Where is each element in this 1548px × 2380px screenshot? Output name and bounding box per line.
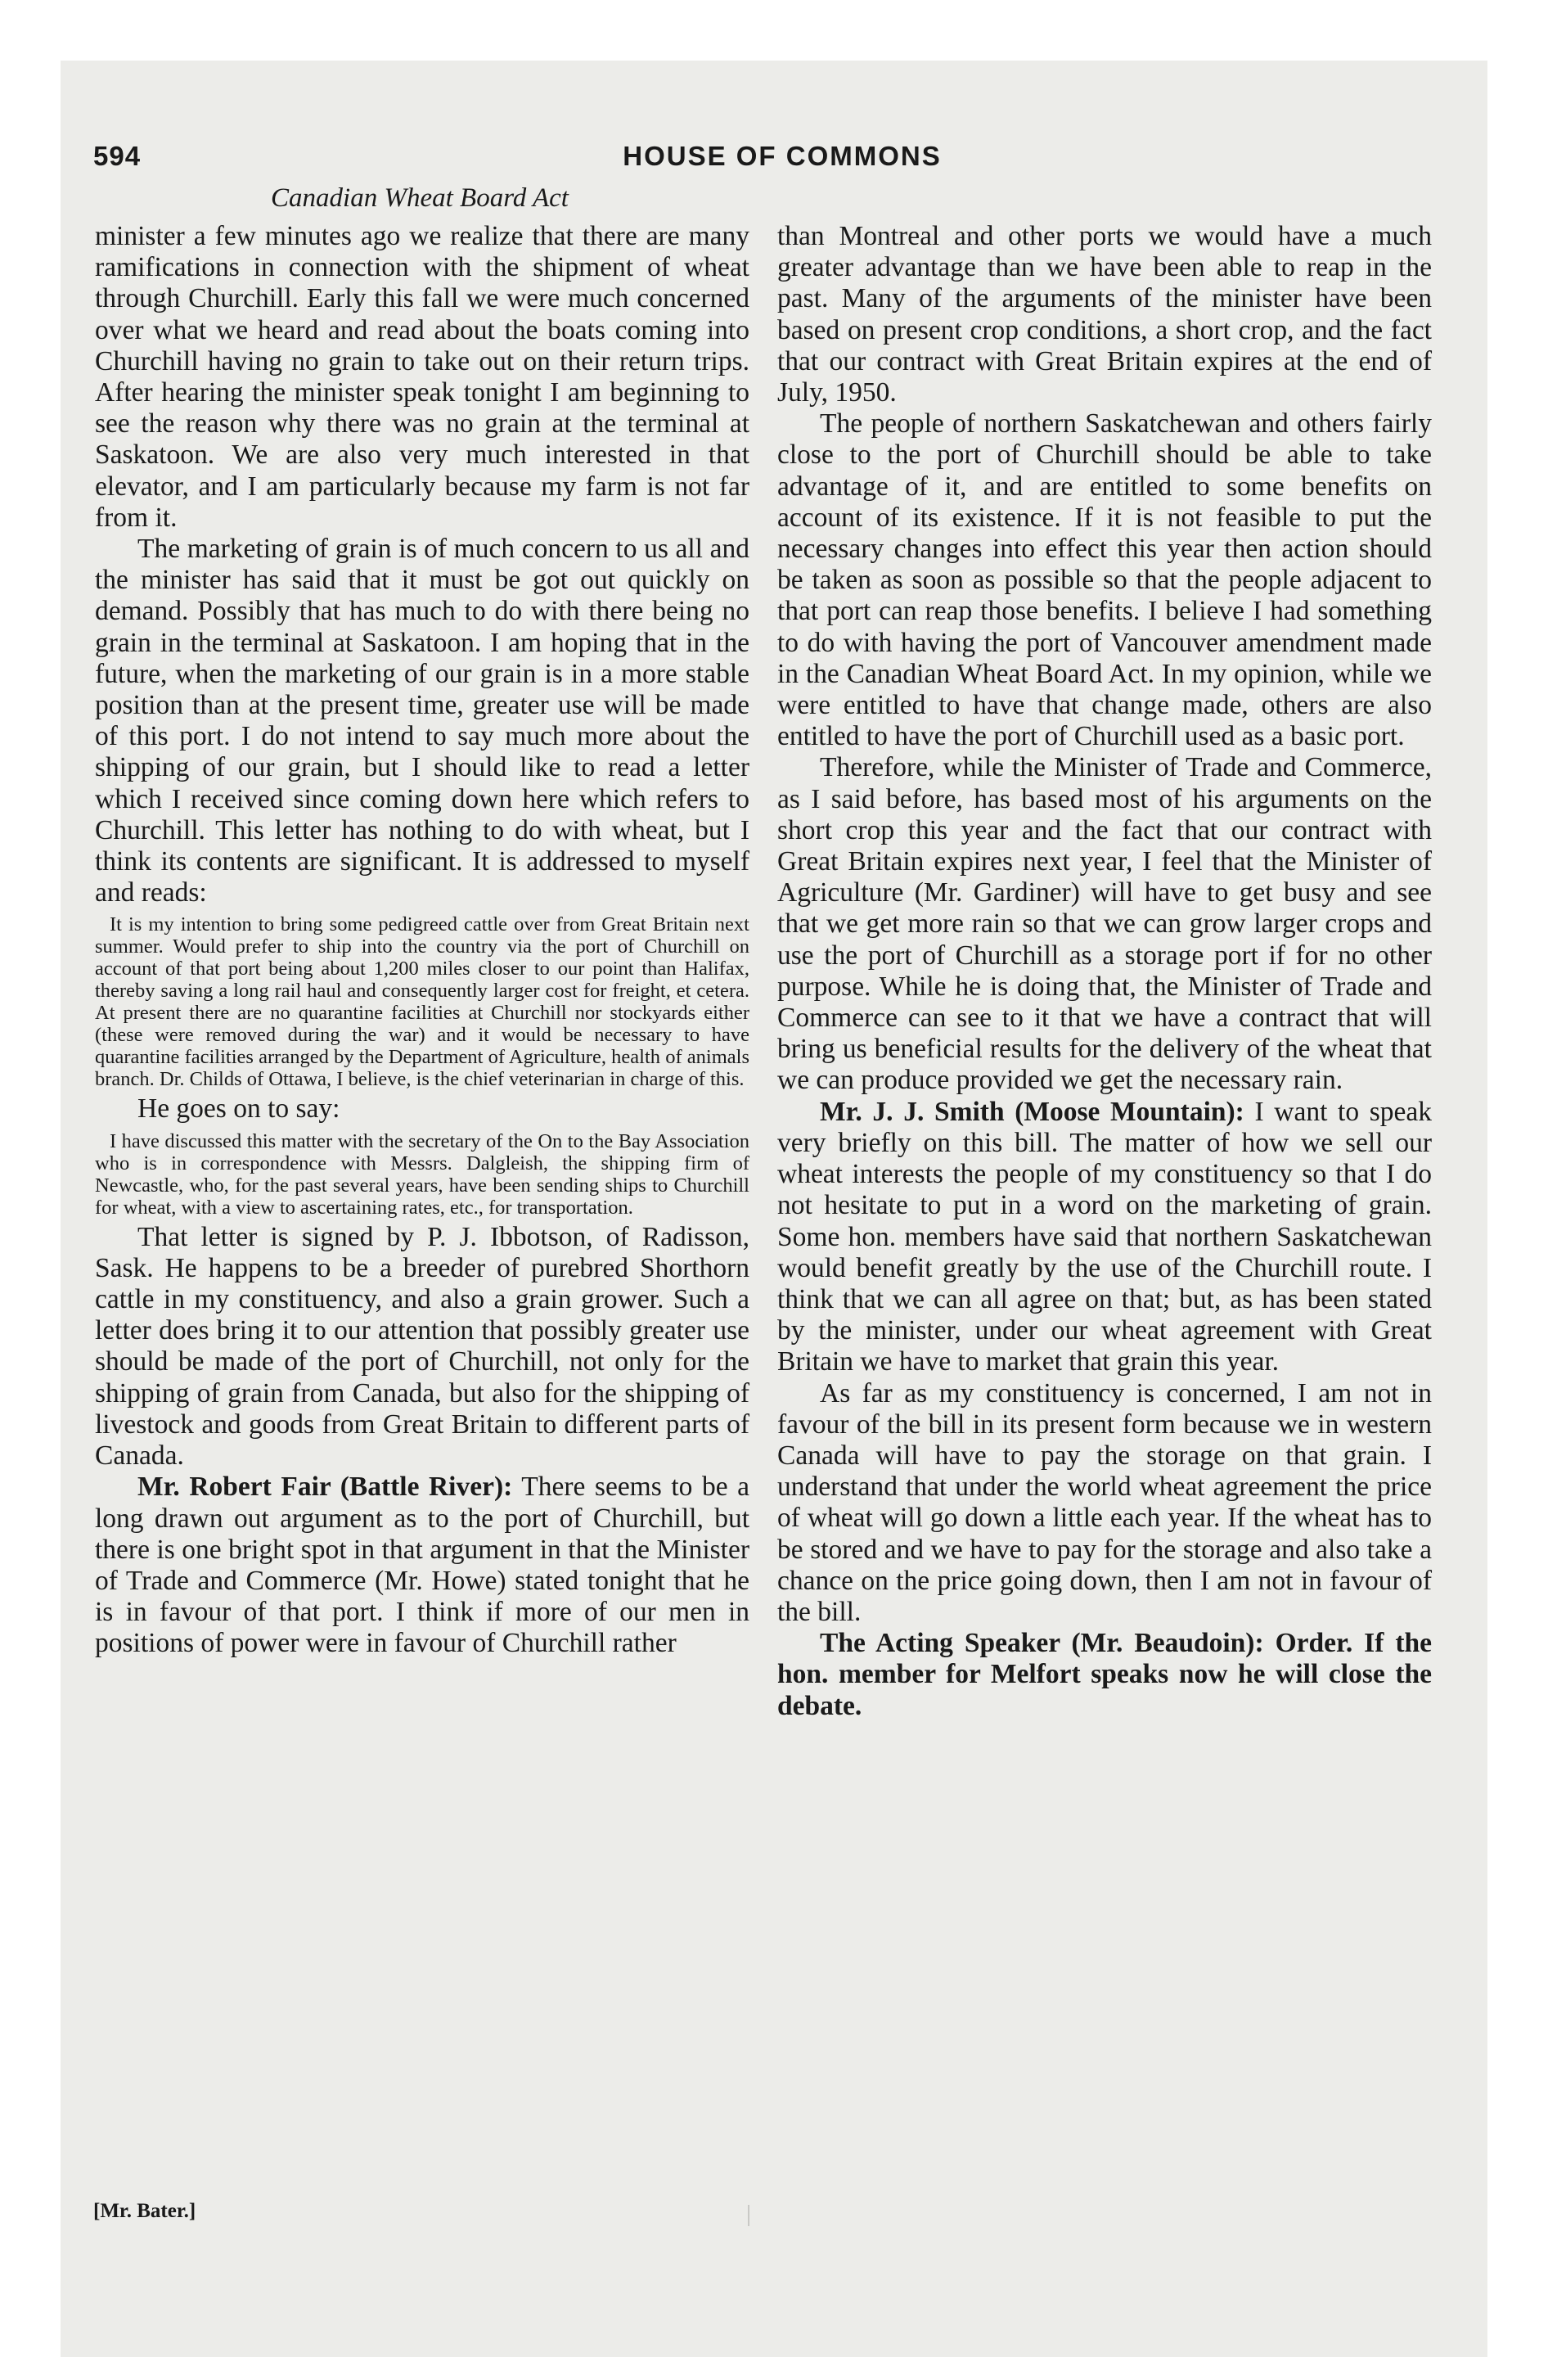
- paragraph: [95, 1472, 749, 1659]
- speaker-name: Mr. Robert Fair (Battle River):: [137, 1472, 513, 1503]
- page-number: 594: [93, 141, 142, 171]
- paragraph: than Montreal and other ports we would have a much greater advantage than we have been able to reap in the past. Many of the arguments of the minister have been based on present crop conditions, a short crop, and the fact that our contract with Great Britain expires at the end of July, 1950.: [777, 221, 1432, 408]
- running-head: HOUSE OF COMMONS: [623, 141, 942, 171]
- paragraph: [777, 1097, 1432, 1378]
- quoted-letter: I have discussed this matter with the secretary of the On to the Bay Association who is in correspondence with Messrs. Dalgleish, the shipping firm of Newcastle, who, for the past several years, have been sending ships to Churchill for wheat, with a view to ascertaining rates, etc., for transportation.: [95, 1129, 749, 1219]
- speech-text: Order. If the hon. member for Melfort speaks now he will close the debate.: [777, 1628, 1433, 1721]
- left-column: [95, 221, 749, 1660]
- column-divider-mark: [748, 2205, 749, 2226]
- paragraph: That letter is signed by P. J. Ibbotson, of Radisson, Sask. He happens to be a breeder of purebred Shorthorn cattle in my constituency, and also a grain grower. Such a letter does bring it to our attention that possibly greater use should be made of the port of Churchill, not only for the shipping of grain from Canada, but also for the shipping of livestock and goods from Great Britain to different parts of Canada.: [95, 1221, 749, 1472]
- right-column: [777, 221, 1432, 1722]
- speech-text: There seems to be a long drawn out argument as to the port of Churchill, but there is one bright spot in that argument in that the Minister of Trade and Commerce (Mr. Howe) stated tonight that he is in favour of that port. I think if more of our men in positions of power were in favour of Churchill rather: [95, 1472, 749, 1659]
- paragraph: minister a few minutes ago we realize that there are many ramifications in connection with the shipment of wheat through Churchill. Early this fall we were much concerned over what we heard and read about the boats coming into Churchill having no grain to take out on their return trips. After hearing the minister speak tonight I am beginning to see the reason why there was no grain at the terminal at Saskatoon. We are also very much interested in that elevator, and I am particularly because my farm is not far from it.: [95, 221, 749, 533]
- speaker-name: The Acting Speaker (Mr. Beaudoin):: [820, 1628, 1264, 1659]
- paragraph: As far as my constituency is concerned, I am not in favour of the bill in its present form because we in western Canada will have to pay the storage on that grain. I understand that under the world wheat agreement the price of wheat will go down a little each year. If the wheat has to be stored and we have to pay for the storage and also take a chance on the price going down, then I am not in favour of the bill.: [777, 1377, 1432, 1627]
- paragraph: [777, 1628, 1432, 1722]
- section-title: Canadian Wheat Board Act: [271, 183, 569, 213]
- paragraph: He goes on to say:: [137, 1093, 340, 1125]
- speech-text: I want to speak very briefly on this bill. The matter of how we sell our wheat interests the people of my constituency so that I do not hesitate to put in a word on the marketing of grain. Some hon. members have said that northern Saskatchewan would benefit greatly by the use of the Churchill route. I think that we can all agree on that; but, as has been stated by the minister, under our wheat agreement with Great Britain we have to market that grain this year.: [777, 1096, 1433, 1377]
- quoted-letter: It is my intention to bring some pedigreed cattle over from Great Britain next summer. Would prefer to ship into the country via the port of Churchill on account of that port being about 1,200 miles closer to our point than Halifax, thereby saving a long rail haul and consequently larger cost for freight, et cetera. At present there are no quarantine facilities at Churchill nor stockyards either (these were removed during the war) and it would be necessary to have quarantine facilities arranged by the Department of Agriculture, health of animals branch. Dr. Childs of Ottawa, I believe, is the chief veterinarian in charge of this.: [95, 913, 749, 1091]
- paragraph: The people of northern Saskatchewan and others fairly close to the port of Churchill should be able to take advantage of it, and are entitled to some benefits on account of its existence. If it is not feasible to put the necessary changes into effect this year then action should be taken as soon as possible so that the people adjacent to that port can reap those benefits. I believe I had something to do with having the port of Vancouver amendment made in the Canadian Wheat Board Act. In my opinion, while we were entitled to have that change made, others are also entitled to have the port of Churchill used as a basic port.: [777, 408, 1432, 752]
- paragraph: Therefore, while the Minister of Trade and Commerce, as I said before, has based most of his arguments on the short crop this year and the fact that our contract with Great Britain expires next year, I feel that the Minister of Agriculture (Mr. Gardiner) will have to get busy and see that we get more rain so that we can grow larger crops and use the port of Churchill as a storage port if for no other purpose. While he is doing that, the Minister of Trade and Commerce can see to it that we have a contract that will bring us beneficial results for the delivery of the wheat that we can produce provided we get the necessary rain.: [777, 752, 1432, 1096]
- speaker-name: Mr. J. J. Smith (Moose Mountain):: [820, 1096, 1244, 1127]
- footer-speaker-label: [Mr. Bater.]: [93, 2200, 196, 2222]
- paragraph: The marketing of grain is of much concern to us all and the minister has said that it must be got out quickly on demand. Possibly that has much to do with there being no grain in the terminal at Saskatoon. I am hoping that in the future, when the marketing of our grain is in a more stable position than at the present time, greater use will be made of this port. I do not intend to say much more about the shipping of our grain, but I should like to read a letter which I received since coming down here which refers to Churchill. This letter has nothing to do with wheat, but I think its contents are significant. It is addressed to myself and reads:: [95, 534, 749, 908]
